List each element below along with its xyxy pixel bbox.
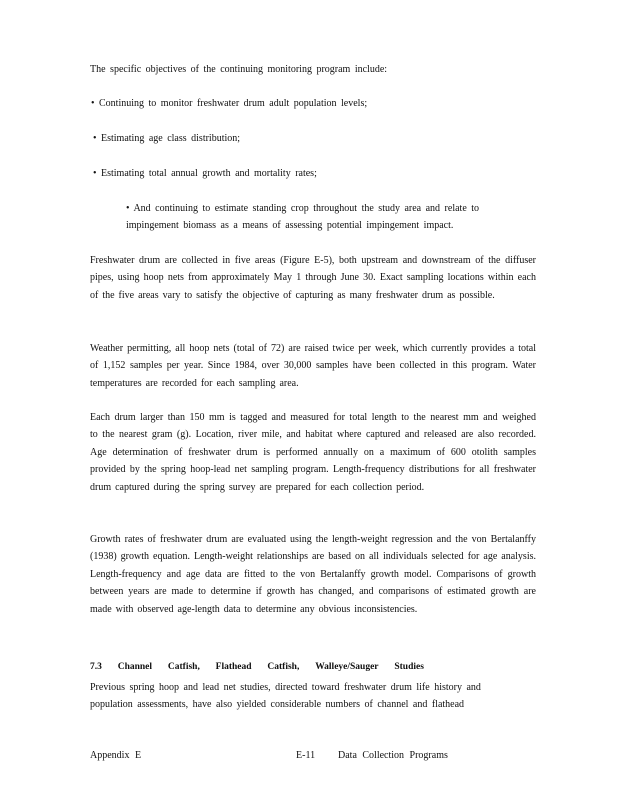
body-paragraph: Growth rates of freshwater drum are evaluated using the length-weight regression and the von Bertalanffy (1938) growth equation. Length-weight relationships are based on all individuals selected for age analysis. Length-frequency and age data are fitted to the von Bertalanffy growth model. Comparisons of growth between years are made to determine if growth has changed, and comparisons of estimated growth are made with observed age-length data to determine any obvious inconsistencies. (90, 534, 536, 615)
sub-bullet-line: • And continuing to estimate standing crop throughout the study area and relate to (126, 203, 480, 214)
bullet-item: • Estimating age class distribution; (93, 133, 241, 144)
footer-appendix: Appendix E (90, 750, 142, 761)
section-word: Studies (394, 662, 424, 672)
last-paragraph-line: Previous spring hoop and lead net studies, directed toward freshwater drum life history and (90, 682, 481, 693)
intro-text: The specific objectives of the continuing monitoring program include: (90, 64, 388, 75)
section-word: Catfish, (267, 662, 300, 672)
section-word: Catfish, (167, 662, 200, 672)
sub-bullet-line: impingement biomass as a means of assessing potential impingement impact. (126, 220, 454, 231)
bullet-item: • Continuing to monitor freshwater drum adult population levels; (91, 98, 368, 109)
last-paragraph-line: population assessments, have also yielded considerable numbers of channel and flathead (90, 699, 465, 710)
section-word: Flathead (215, 662, 252, 672)
body-paragraph: Weather permitting, all hoop nets (total of 72) are raised twice per week, which currently provides a total of 1,152 samples per year. Since 1984, over 30,000 samples have been collected in this program. Water temperatures are recorded for each sampling area. (90, 343, 536, 389)
bullet-item: • Estimating total annual growth and mortality rates; (93, 168, 317, 179)
body-paragraph: Freshwater drum are collected in five areas (Figure E-5), both upstream and downstream of the diffuser pipes, using hoop nets from approximately May 1 through June 30. Exact sampling locations within each of the five areas vary to satisfy the objective of capturing as many freshwater drum as possible. (90, 255, 536, 301)
body-paragraph: Each drum larger than 150 mm is tagged and measured for total length to the nearest mm and weighed to the nearest gram (g). Location, river mile, and habitat where captured and released are also recorded. Age determination of freshwater drum is performed annually on a maximum of 600 otolith samples provided by the spring hoop-lead net sampling program. Length-frequency distributions for all freshwater drum captured during the spring survey are prepared for each collection period. (90, 412, 536, 493)
footer-section-title: Data Collection Programs (338, 750, 448, 761)
section-number: 7.3 (90, 662, 102, 672)
section-heading (90, 661, 424, 673)
section-word: Walleye/Sauger (315, 662, 379, 672)
footer-page-number: E-11 (296, 750, 316, 761)
section-word: Channel (117, 662, 153, 672)
